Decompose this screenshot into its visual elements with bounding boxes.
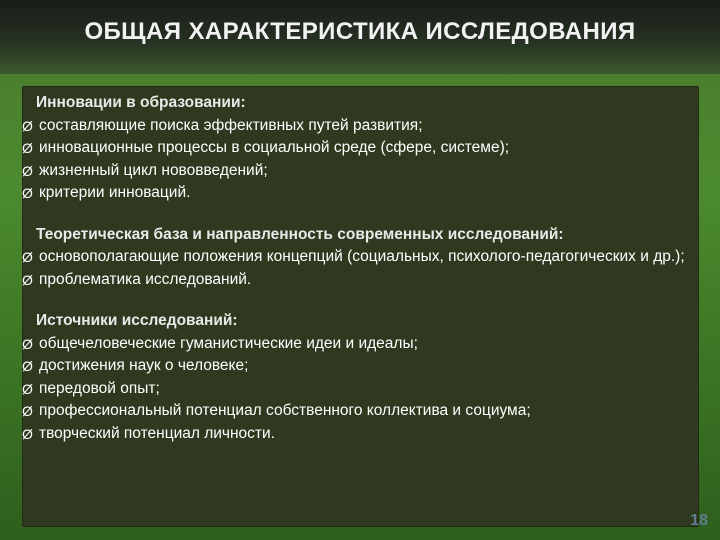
section-spacer bbox=[22, 291, 697, 310]
list-item-text: инновационные процессы в социальной среде (сфере, системе); bbox=[39, 139, 510, 156]
list-item bbox=[22, 400, 697, 423]
list-item-text: творческий потенциал личности. bbox=[39, 424, 275, 442]
arrow-bullet-icon: Ø bbox=[22, 403, 33, 419]
section-spacer bbox=[22, 205, 697, 224]
list-item bbox=[22, 137, 697, 160]
list-item-text: критерии инноваций. bbox=[39, 184, 191, 201]
arrow-bullet-icon: Ø bbox=[22, 185, 33, 201]
list-item bbox=[22, 246, 697, 269]
list-item bbox=[22, 182, 697, 205]
arrow-bullet-icon: Ø bbox=[22, 425, 33, 442]
slide-title: ОБЩАЯ ХАРАКТЕРИСТИКА ИССЛЕДОВАНИЯ bbox=[84, 18, 636, 45]
arrow-bullet-icon: Ø bbox=[22, 335, 33, 352]
list-item-text: составляющие поиска эффективных путей развития; bbox=[39, 116, 423, 134]
list-item bbox=[22, 269, 697, 292]
list-item-text: общечеловеческие гуманистические идеи и идеалы; bbox=[39, 334, 418, 352]
list-item-text: проблематика исследований. bbox=[39, 270, 252, 288]
section-heading: Теоретическая база и направленность современных исследований: bbox=[36, 225, 564, 243]
arrow-bullet-icon: Ø bbox=[22, 249, 33, 265]
list-item bbox=[22, 378, 697, 401]
list-item bbox=[22, 423, 697, 446]
section-heading: Источники исследований: bbox=[36, 312, 238, 329]
arrow-bullet-icon: Ø bbox=[22, 358, 33, 374]
list-item-text: профессиональный потенциал собственного коллектива и социума; bbox=[39, 402, 531, 419]
list-item bbox=[22, 355, 697, 378]
content-text bbox=[22, 92, 697, 445]
page-number: 18 bbox=[690, 512, 708, 529]
list-item-text: передовой опыт; bbox=[39, 379, 160, 397]
list-item-text: достижения наук о человеке; bbox=[39, 357, 249, 374]
list-item bbox=[22, 115, 697, 138]
arrow-bullet-icon: Ø bbox=[22, 380, 33, 397]
arrow-bullet-icon: Ø bbox=[22, 140, 33, 156]
arrow-bullet-icon: Ø bbox=[22, 271, 33, 288]
list-item bbox=[22, 160, 697, 183]
section-heading: Инновации в образовании: bbox=[36, 94, 246, 111]
list-item bbox=[22, 333, 697, 356]
arrow-bullet-icon: Ø bbox=[22, 162, 33, 179]
arrow-bullet-icon: Ø bbox=[22, 117, 33, 134]
list-item-text: жизненный цикл нововведений; bbox=[39, 161, 268, 179]
list-item-text: основополагающие положения концепций (социальных, психолого-педагогических и др.); bbox=[39, 248, 685, 265]
